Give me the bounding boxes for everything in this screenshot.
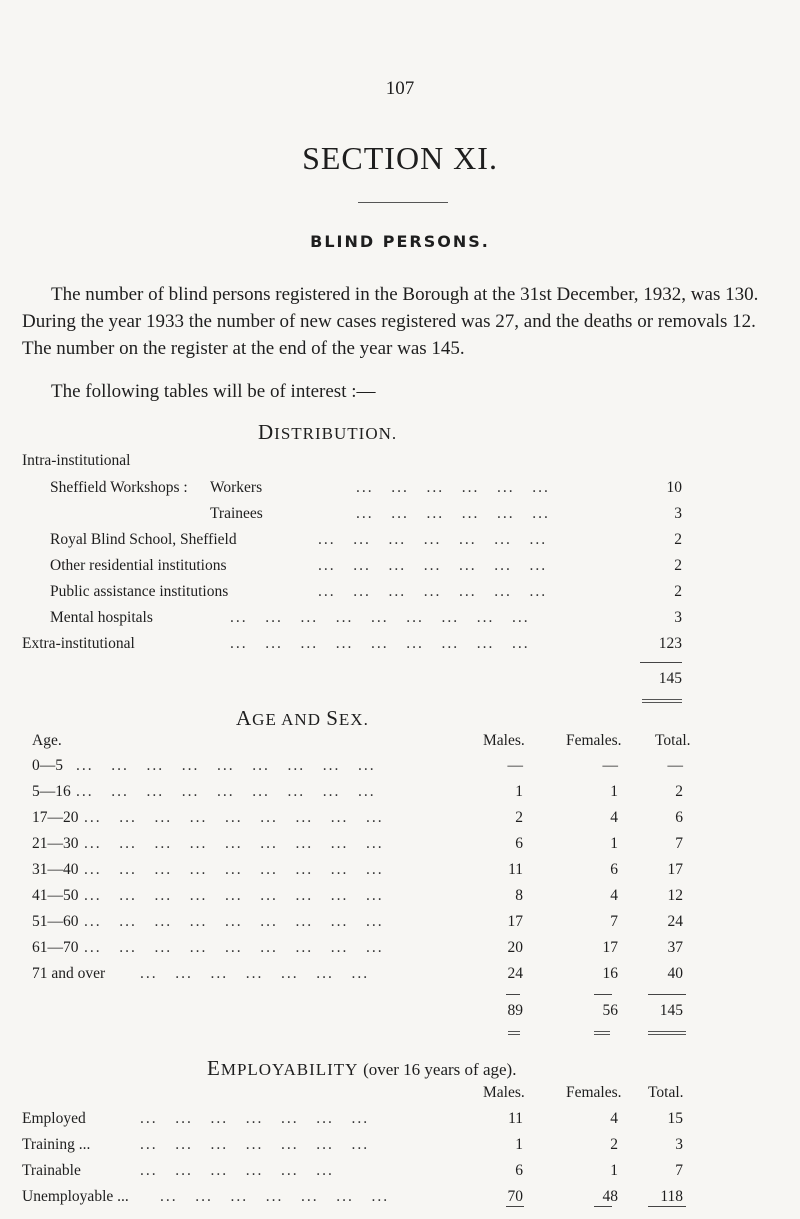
age-row-total: 37 xyxy=(667,939,683,956)
employability-row-males: 6 xyxy=(515,1162,523,1179)
dot-leader: ... ... ... ... ... ... ... xyxy=(318,557,548,574)
dot-leader: ... ... ... ... ... ... ... xyxy=(318,583,548,600)
employability-heading: EMPLOYABILITY (over 16 years of age). xyxy=(207,1056,517,1080)
age-row-males: 2 xyxy=(515,809,523,826)
dot-leader: ... ... ... ... ... ... ... xyxy=(160,1188,390,1205)
age-row-total: 6 xyxy=(675,809,683,826)
dot-leader: ... ... ... ... ... ... ... ... ... xyxy=(76,783,376,800)
employability-row-total: 118 xyxy=(660,1188,683,1205)
employability-row-males: 1 xyxy=(515,1136,523,1153)
total-rule xyxy=(648,1206,686,1207)
age-row-total: 40 xyxy=(667,965,683,982)
trainees-value: 3 xyxy=(674,505,682,522)
dot-leader: ... ... ... ... ... ... ... ... ... xyxy=(84,887,384,904)
age-row-males: 11 xyxy=(508,861,523,878)
age-row-males: 8 xyxy=(515,887,523,904)
distribution-row-label: Royal Blind School, Sheffield xyxy=(50,531,237,548)
dot-leader: ... ... ... ... ... ... ... xyxy=(140,965,370,982)
age-row-females: 4 xyxy=(610,887,618,904)
age-row-total: — xyxy=(667,757,683,774)
age-row-males: 20 xyxy=(507,939,523,956)
age-total-total: 145 xyxy=(659,1002,683,1019)
dot-leader: ... ... ... ... ... ... ... ... ... xyxy=(84,939,384,956)
dot-leader: ... ... ... ... ... ... xyxy=(356,505,550,522)
employability-row-label: Training ... xyxy=(22,1136,91,1153)
age-sex-heading: AGE AND SEX. xyxy=(236,706,369,730)
page-number: 107 xyxy=(385,78,415,99)
age-row-males: 17 xyxy=(507,913,523,930)
age-row-males: 6 xyxy=(515,835,523,852)
total-rule xyxy=(594,1206,612,1207)
total-rule xyxy=(506,994,520,995)
workers-value: 10 xyxy=(666,479,682,496)
distribution-total: 145 xyxy=(658,670,682,687)
distribution-row-label: Public assistance institutions xyxy=(50,583,229,600)
dot-leader: ... ... ... ... ... ... xyxy=(356,479,550,496)
employability-row-males: 11 xyxy=(508,1110,523,1127)
column-header-total: Total. xyxy=(648,1084,684,1101)
age-row-label: 21—30 xyxy=(32,835,79,852)
age-row-females: 1 xyxy=(610,835,618,852)
distribution-row-value: 2 xyxy=(674,531,682,548)
dot-leader: ... ... ... ... ... ... ... xyxy=(140,1110,370,1127)
employability-row-males: 70 xyxy=(507,1188,523,1205)
age-row-females: 16 xyxy=(602,965,618,982)
distribution-row-label: Extra-institutional xyxy=(22,635,135,652)
dot-leader: ... ... ... ... ... ... ... xyxy=(140,1136,370,1153)
employability-row-females: 2 xyxy=(610,1136,618,1153)
age-row-label: 5—16 xyxy=(32,783,71,800)
distribution-row-value: 2 xyxy=(674,557,682,574)
distribution-heading: DISTRIBUTION. xyxy=(258,420,398,444)
age-row-label: 51—60 xyxy=(32,913,79,930)
age-row-label: 61—70 xyxy=(32,939,79,956)
distribution-row-value: 123 xyxy=(658,635,682,652)
dot-leader: ... ... ... ... ... ... ... ... ... xyxy=(84,913,384,930)
column-header-females: Females. xyxy=(566,1084,622,1101)
employability-row-total: 15 xyxy=(667,1110,683,1127)
age-row-females: 1 xyxy=(610,783,618,800)
dot-leader: ... ... ... ... ... ... ... ... ... xyxy=(230,609,530,626)
workers-label: Workers xyxy=(210,479,263,496)
age-row-females: — xyxy=(602,757,618,774)
sheffield-workshops-label: Sheffield Workshops : xyxy=(50,479,188,496)
column-header-total: Total. xyxy=(655,732,691,749)
total-rule xyxy=(648,994,686,995)
employability-row-label: Employed xyxy=(22,1110,86,1127)
dot-leader: ... ... ... ... ... ... ... ... ... xyxy=(84,861,384,878)
double-rule xyxy=(642,699,682,703)
following-text: The following tables will be of interest :— xyxy=(51,381,376,402)
age-row-females: 4 xyxy=(610,809,618,826)
dot-leader: ... ... ... ... ... ... ... ... ... xyxy=(84,835,384,852)
age-row-label: 71 and over xyxy=(32,965,106,982)
distribution-row-value: 2 xyxy=(674,583,682,600)
column-header-age: Age. xyxy=(32,732,62,749)
dot-leader: ... ... ... ... ... ... ... ... ... xyxy=(76,757,376,774)
age-row-total: 7 xyxy=(675,835,683,852)
age-row-males: — xyxy=(507,757,523,774)
employability-row-label: Unemployable ... xyxy=(22,1188,129,1205)
section-title: SECTION XI. xyxy=(302,140,498,176)
employability-row-females: 4 xyxy=(610,1110,618,1127)
intro-paragraph: The number of blind persons registered in the Borough at the 31st December, 1932, was 130. During the year 1933 the number of new cases registered was 27, and the deaths or removals 12. The number on the register at the end of the year was 145. xyxy=(22,284,759,359)
double-rule xyxy=(594,1031,610,1035)
employability-row-label: Trainable xyxy=(22,1162,81,1179)
column-header-males: Males. xyxy=(483,732,525,749)
age-row-label: 41—50 xyxy=(32,887,79,904)
age-row-label: 31—40 xyxy=(32,861,79,878)
title-divider xyxy=(358,202,448,203)
age-row-females: 7 xyxy=(610,913,618,930)
age-total-males: 89 xyxy=(507,1002,523,1019)
trainees-label: Trainees xyxy=(210,505,263,522)
age-row-total: 17 xyxy=(667,861,683,878)
section-subtitle: BLIND PERSONS. xyxy=(310,232,490,251)
dot-leader: ... ... ... ... ... ... ... ... ... xyxy=(230,635,530,652)
dot-leader: ... ... ... ... ... ... xyxy=(140,1162,334,1179)
age-row-total: 12 xyxy=(667,887,683,904)
column-header-males: Males. xyxy=(483,1084,525,1101)
column-header-females: Females. xyxy=(566,732,622,749)
dot-leader: ... ... ... ... ... ... ... xyxy=(318,531,548,548)
age-total-females: 56 xyxy=(602,1002,618,1019)
intra-institutional-label: Intra-institutional xyxy=(22,452,131,469)
age-row-total: 2 xyxy=(675,783,683,800)
distribution-row-label: Other residential institutions xyxy=(50,557,227,574)
employability-row-total: 3 xyxy=(675,1136,683,1153)
age-row-label: 17—20 xyxy=(32,809,79,826)
age-row-label: 0—5 xyxy=(32,757,63,774)
employability-row-females: 48 xyxy=(602,1188,618,1205)
age-row-males: 24 xyxy=(507,965,523,982)
total-rule xyxy=(640,662,682,663)
dot-leader: ... ... ... ... ... ... ... ... ... xyxy=(84,809,384,826)
total-rule xyxy=(594,994,612,995)
age-row-males: 1 xyxy=(515,783,523,800)
age-row-females: 6 xyxy=(610,861,618,878)
distribution-row-label: Mental hospitals xyxy=(50,609,153,626)
total-rule xyxy=(506,1206,524,1207)
employability-row-total: 7 xyxy=(675,1162,683,1179)
age-row-females: 17 xyxy=(602,939,618,956)
double-rule xyxy=(508,1031,520,1035)
distribution-row-value: 3 xyxy=(674,609,682,626)
employability-row-females: 1 xyxy=(610,1162,618,1179)
age-row-total: 24 xyxy=(667,913,683,930)
double-rule xyxy=(648,1031,686,1035)
